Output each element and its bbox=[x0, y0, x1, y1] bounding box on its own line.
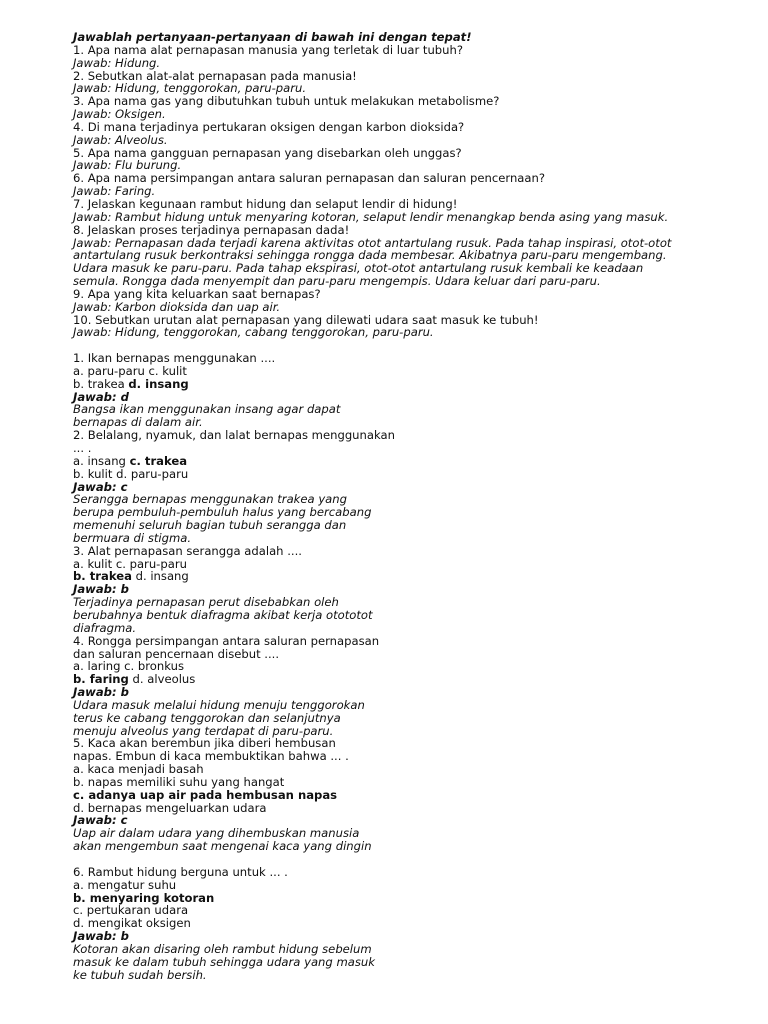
mc-question: 3. Alat pernapasan serangga adalah .... bbox=[73, 543, 302, 558]
mc-answer: Jawab: b bbox=[73, 685, 129, 700]
mc-explanation: Udara masuk melalui hidung menuju tenggorokan bbox=[73, 697, 365, 712]
option-text: d. bernapas mengeluarkan udara bbox=[73, 800, 267, 815]
essay-answer: Jawab: Hidung, tenggorokan, cabang tenggorokan, paru-paru. bbox=[73, 325, 434, 340]
mc-explanation: bernapas di dalam air. bbox=[73, 415, 203, 430]
mc-explanation: berupa pembuluh-pembuluh halus yang bercabang bbox=[73, 505, 372, 520]
mc-explanation: Serangga bernapas menggunakan trakea yang bbox=[73, 492, 347, 507]
option-text: a. laring c. bronkus bbox=[73, 659, 184, 674]
essay-answer: Udara masuk ke paru-paru. Pada tahap ekspirasi, otot-otot antartulang rusuk kembali ke keadaan bbox=[73, 261, 644, 276]
mc-explanation: Uap air dalam udara yang dihembuskan manusia bbox=[73, 826, 360, 841]
mc-option bbox=[73, 802, 671, 815]
essay-question: 8. Jelaskan proses terjadinya pernapasan dada! bbox=[73, 222, 350, 237]
mc-answer: Jawab: b bbox=[73, 929, 129, 944]
mc-question: 2. Belalang, nyamuk, dan lalat bernapas menggunakan bbox=[73, 428, 395, 443]
mc-option bbox=[73, 917, 671, 930]
essay-question: 4. Di mana terjadinya pertukaran oksigen dengan karbon dioksida? bbox=[73, 119, 465, 134]
essay-question: 7. Jelaskan kegunaan rambut hidung dan selaput lendir di hidung! bbox=[73, 196, 458, 211]
option-text: b. kulit d. paru-paru bbox=[73, 466, 189, 481]
option-text: a. paru-paru c. kulit bbox=[73, 363, 187, 378]
mc-question: dan saluran pencernaan disebut .... bbox=[73, 646, 280, 661]
mc-answer: Jawab: b bbox=[73, 582, 129, 597]
mc-explanation: bermuara di stigma. bbox=[73, 530, 192, 545]
mc-explanation: Bangsa ikan menggunakan insang agar dapat bbox=[73, 402, 341, 417]
correct-option-text: d. insang bbox=[128, 376, 189, 391]
essay-answer: Jawab: Rambut hidung untuk menyaring kotoran, selaput lendir menangkap benda asing yang masuk. bbox=[73, 209, 669, 224]
essay-answer: Jawab: Alveolus. bbox=[73, 132, 168, 147]
mc-explanation: masuk ke dalam tubuh sehingga udara yang masuk bbox=[73, 954, 375, 969]
essay-question: 3. Apa nama gas yang dibutuhkan tubuh untuk melakukan metabolisme? bbox=[73, 94, 500, 109]
essay-question: 2. Sebutkan alat-alat pernapasan pada manusia! bbox=[73, 68, 357, 83]
mc-explanation: Kotoran akan disaring oleh rambut hidung sebelum bbox=[73, 941, 372, 956]
essay-question: 5. Apa nama gangguan pernapasan yang disebarkan oleh unggas? bbox=[73, 145, 462, 160]
mc-option bbox=[73, 673, 671, 686]
option-text: b. napas memiliki suhu yang hangat bbox=[73, 774, 285, 789]
essay-answer: Jawab: Hidung. bbox=[73, 55, 161, 70]
correct-option-text: c. adanya uap air pada hembusan napas bbox=[73, 787, 338, 802]
mc-answer: Jawab: c bbox=[73, 813, 128, 828]
mc-question: 5. Kaca akan berembun jika diberi hembusan bbox=[73, 736, 336, 751]
multiple-choice-section bbox=[73, 352, 671, 981]
mc-question: ... . bbox=[73, 441, 92, 455]
essay-section bbox=[73, 44, 671, 339]
essay-answer: Jawab: Flu burung. bbox=[73, 158, 182, 173]
mc-option bbox=[73, 570, 671, 583]
option-text: a. kaca menjadi basah bbox=[73, 762, 204, 777]
essay-answer: Jawab: Faring. bbox=[73, 184, 156, 199]
mc-explanation: Terjadinya pernapasan perut disebabkan oleh bbox=[73, 595, 339, 610]
correct-option-text: b. faring bbox=[73, 672, 129, 687]
mc-explanation: berubahnya bentuk diafragma akibat kerja otototot bbox=[73, 607, 373, 622]
option-text: c. pertukaran udara bbox=[73, 903, 189, 918]
essay-answer: Jawab: Pernapasan dada terjadi karena aktivitas otot antartulang rusuk. Pada tahap inspirasi, otot-otot bbox=[73, 235, 672, 250]
essay-question: 1. Apa nama alat pernapasan manusia yang terletak di luar tubuh? bbox=[73, 42, 464, 57]
mc-answer: Jawab: c bbox=[73, 479, 128, 494]
correct-option-text: b. menyaring kotoran bbox=[73, 890, 215, 905]
correct-option-text: b. trakea bbox=[73, 569, 132, 584]
essay-answer: Jawab: Hidung, tenggorokan, paru-paru. bbox=[73, 81, 307, 96]
mc-option bbox=[73, 378, 671, 391]
document-content bbox=[73, 31, 671, 981]
mc-option bbox=[73, 468, 671, 481]
option-text: d. insang bbox=[131, 569, 189, 584]
mc-question: napas. Embun di kaca membuktikan bahwa ... . bbox=[73, 749, 349, 764]
essay-question: 9. Apa yang kita keluarkan saat bernapas? bbox=[73, 286, 321, 301]
correct-option-text: c. trakea bbox=[129, 453, 188, 468]
essay-question: 6. Apa nama persimpangan antara saluran pernapasan dan saluran pencernaan? bbox=[73, 171, 545, 186]
essay-question: 10. Sebutkan urutan alat pernapasan yang dilewati udara saat masuk ke tubuh! bbox=[73, 312, 539, 327]
mc-explanation: menuju alveolus yang terdapat di paru-paru. bbox=[73, 723, 334, 738]
mc-explanation: ke tubuh sudah bersih. bbox=[73, 967, 207, 982]
mc-explanation: terus ke cabang tenggorokan dan selanjutnya bbox=[73, 710, 341, 725]
essay-answer: semula. Rongga dada menyempit dan paru-paru mengempis. Udara keluar dari paru-paru. bbox=[73, 274, 601, 289]
mc-question: 1. Ikan bernapas menggunakan .... bbox=[73, 351, 276, 366]
document-heading: Jawablah pertanyaan-pertanyaan di bawah ini dengan tepat! bbox=[73, 30, 472, 44]
mc-question: 6. Rambut hidung berguna untuk ... . bbox=[73, 864, 288, 879]
mc-question: 4. Rongga persimpangan antara saluran pernapasan bbox=[73, 633, 380, 648]
mc-explanation: memenuhi seluruh bagian tubuh serangga dan bbox=[73, 518, 347, 533]
mc-explanation: diafragma. bbox=[73, 620, 137, 635]
essay-answer: Jawab: Oksigen. bbox=[73, 107, 166, 122]
essay-answer: Jawab: Karbon dioksida dan uap air. bbox=[73, 299, 281, 314]
section-gap bbox=[73, 853, 671, 866]
option-text: a. mengatur suhu bbox=[73, 877, 177, 892]
option-text: a. kulit c. paru-paru bbox=[73, 556, 187, 571]
option-text: a. insang bbox=[73, 453, 130, 468]
essay-answer: antartulang rusuk berkontraksi sehingga rongga dada membesar. Akibatnya paru-paru mengembang. bbox=[73, 248, 667, 263]
option-text: b. trakea bbox=[73, 376, 129, 391]
mc-answer: Jawab: d bbox=[73, 389, 129, 404]
option-text: d. alveolus bbox=[128, 672, 196, 687]
option-text: d. mengikat oksigen bbox=[73, 916, 191, 931]
mc-explanation: akan mengembun saat mengenai kaca yang dingin bbox=[73, 839, 372, 854]
